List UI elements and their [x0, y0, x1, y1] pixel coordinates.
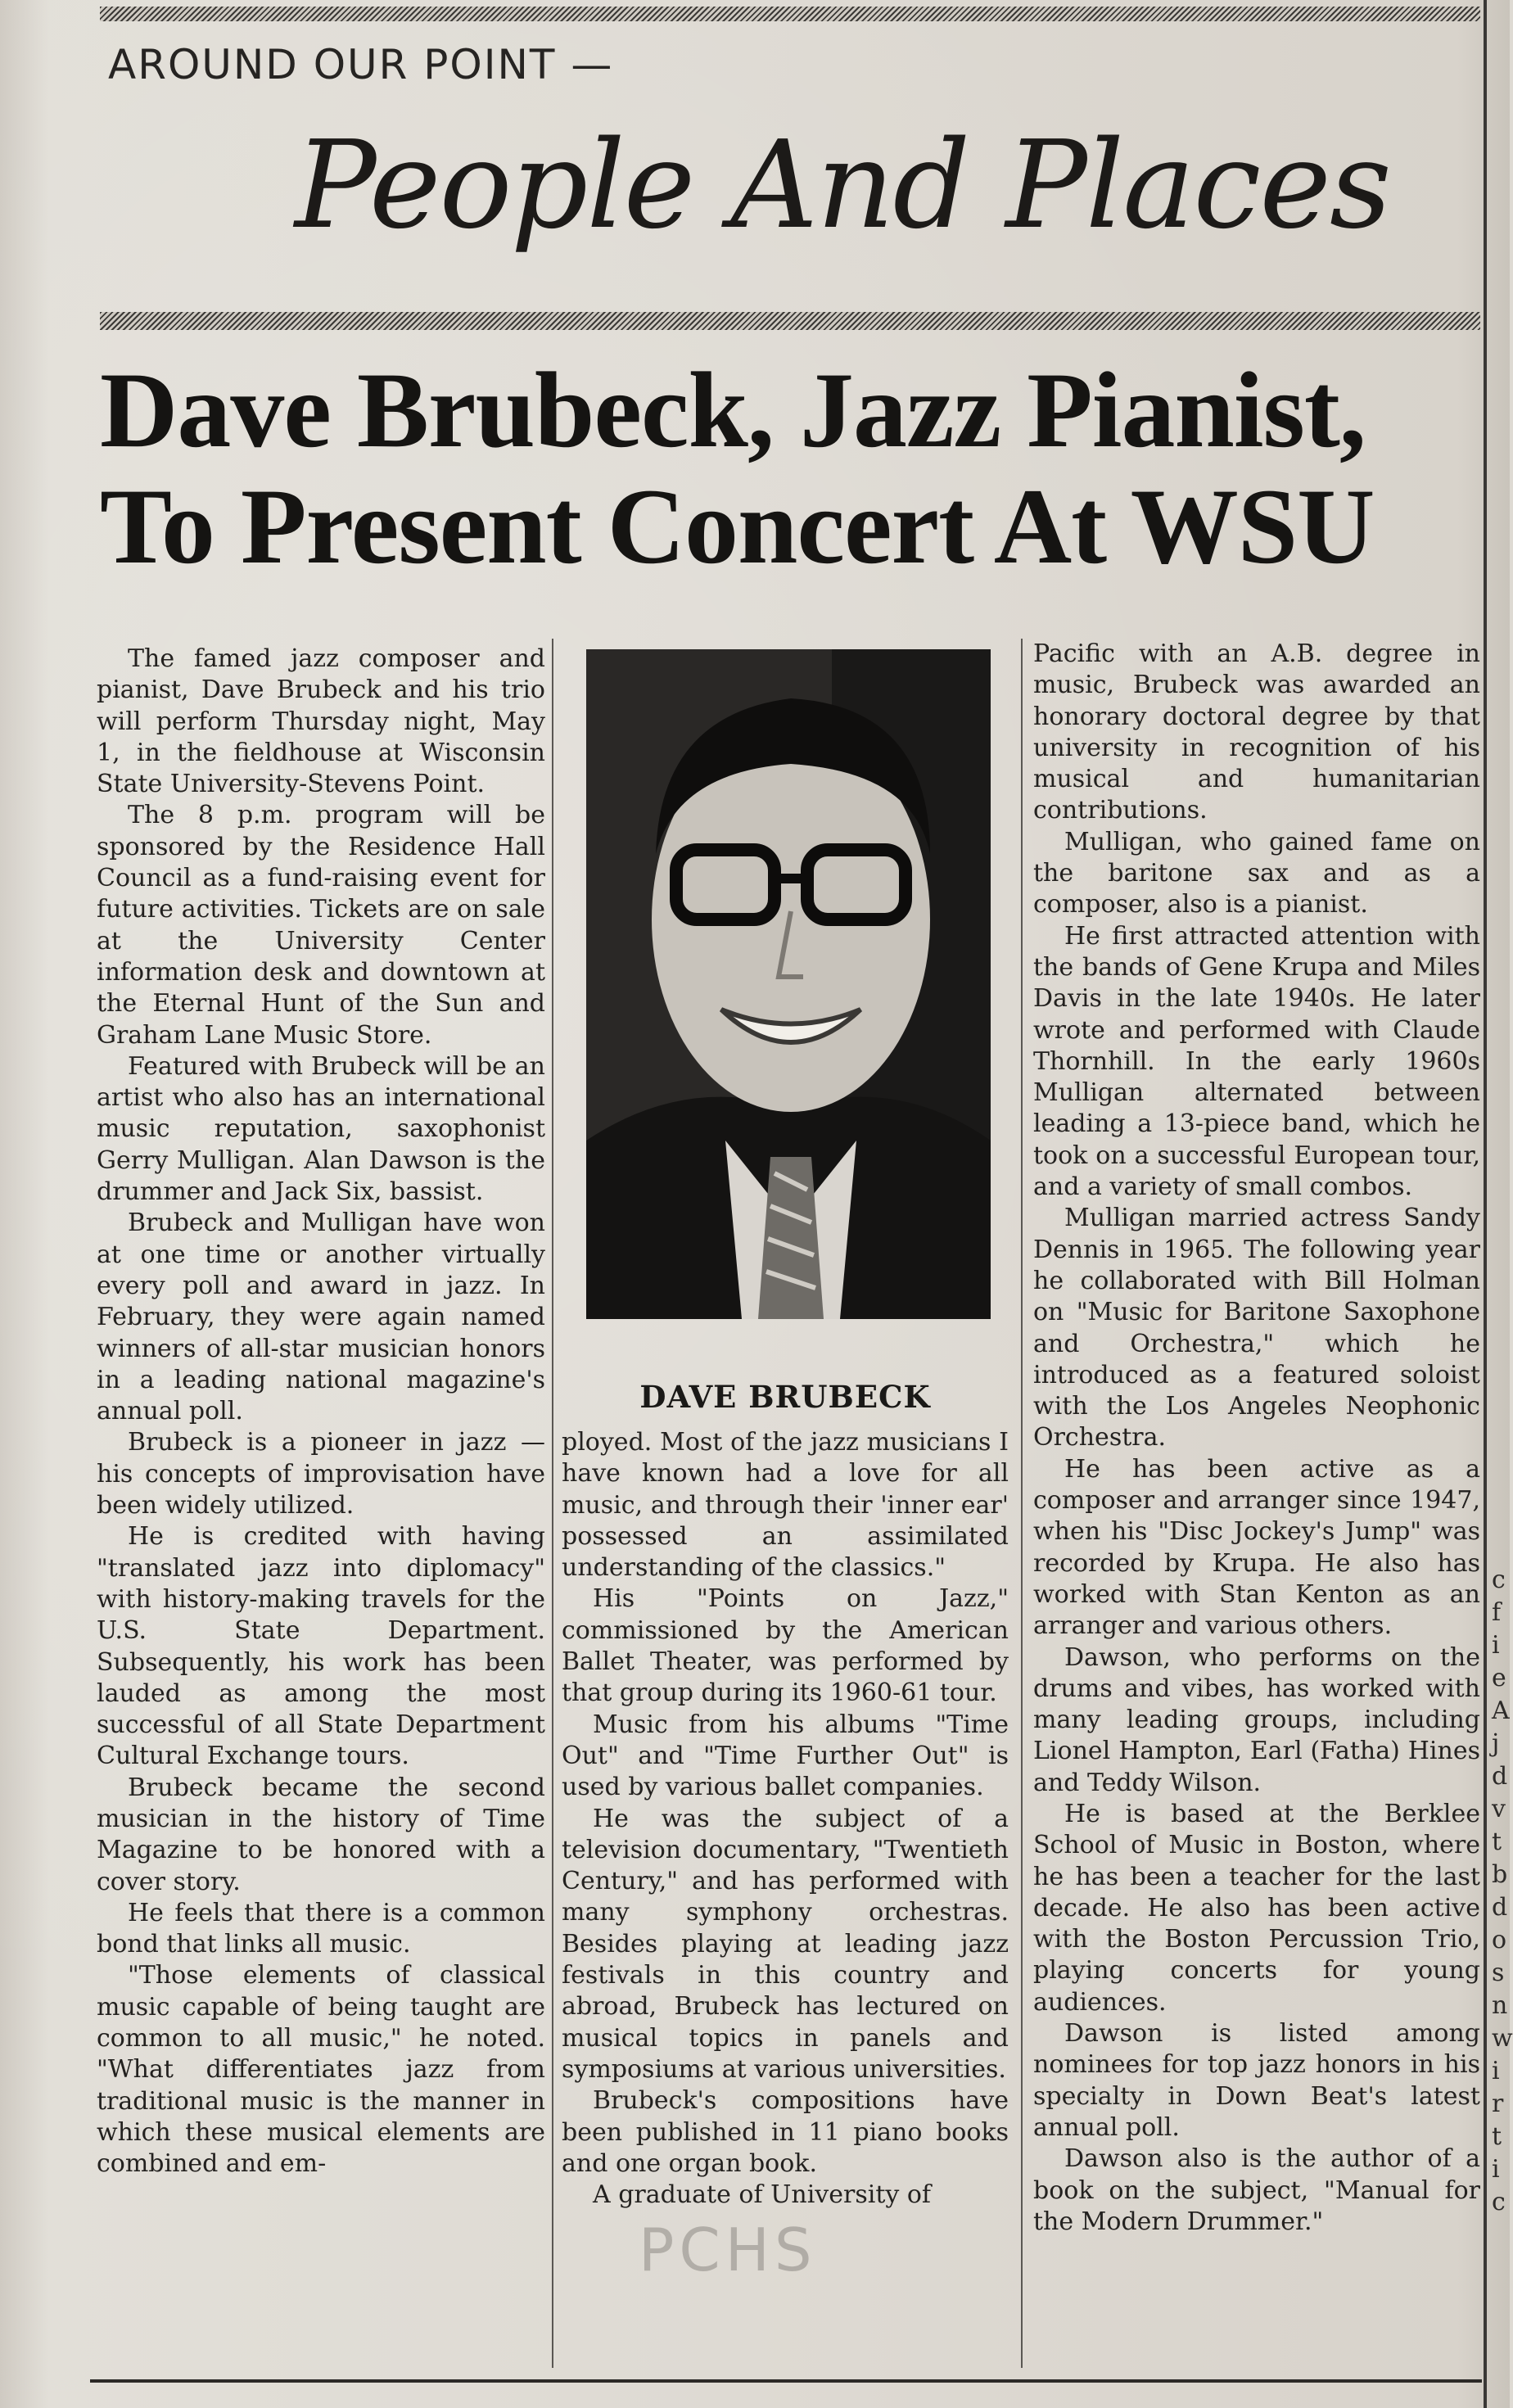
- paragraph: The 8 p.m. program will be sponsored by the Residence Hall Council as a fund-raising event for future activities. Tickets are on sale at the University Center information desk and downtown at the Eternal Hunt of the Sun and Graham Lane Music Store.: [97, 801, 545, 1050]
- paragraph: "Those elements of classical music capable of being taught are common to all music," he noted. "What differentiates jazz from traditional music is the manner in which these musical elements are combined and em-: [97, 1961, 545, 2179]
- column-divider: [552, 639, 553, 2368]
- portrait-image: [586, 649, 991, 1319]
- top-hatched-rule: [100, 7, 1480, 21]
- adjacent-column-fragment: c f i e A j d v t b d o s n w i r t i c: [1492, 1565, 1513, 2216]
- paragraph: He first attracted attention with the bands of Gene Krupa and Miles Davis in the late 1940s. He later wrote and performed with Claude Thornhill. In the early 1960s Mulligan alternated between leading a 13-piece band, which he took on a successful European tour, and a variety of small combos.: [1033, 921, 1480, 1202]
- paragraph: Brubeck is a pioneer in jazz — his concepts of improvisation have been widely utilized.: [97, 1428, 545, 1520]
- paragraph: A graduate of University of: [593, 2180, 932, 2210]
- paragraph: He is credited with having "translated jazz into diplomacy" with history-making travels for the U.S. State Department. Subsequently, his work has been lauded as among the most successful of all State Department Cultural Exchange tours.: [97, 1522, 545, 1771]
- paragraph: He is based at the Berklee School of Music in Boston, where he has been a teacher for the last decade. He also has been active with the Boston Percussion Trio, playing concerts for young audiences.: [1033, 1799, 1480, 2017]
- right-border-rule: [1484, 0, 1487, 2408]
- headline: [100, 352, 1484, 585]
- paragraph-continuation: ployed. Most of the jazz musicians I have known had a love for all music, and through their 'inner ear' possessed an assimilated understanding of the classics.": [562, 1428, 1009, 1583]
- headline-line-1: Dave Brubeck, Jazz Pianist,: [100, 350, 1366, 470]
- paragraph: He has been active as a composer and arranger since 1947, when his "Disc Jockey's Jump" was recorded by Krupa. He also has worked with Stan Kenton as an arranger and various others.: [1033, 1454, 1480, 1641]
- section-title: People And Places: [295, 115, 1390, 255]
- column-kicker: AROUND OUR POINT —: [108, 41, 614, 88]
- paragraph: Brubeck's compositions have been published in 11 piano books and one organ book.: [562, 2086, 1009, 2178]
- paragraph: Featured with Brubeck will be an artist who also has an international music reputation, saxophonist Gerry Mulligan. Alan Dawson is the drummer and Jack Six, bassist.: [97, 1051, 545, 1207]
- photo-caption: DAVE BRUBECK: [639, 1379, 931, 1415]
- paragraph: Brubeck and Mulligan have won at one time or another virtually every poll and award in jazz. In February, they were again named winners of all-star musician honors in a leading national magazine's annual poll.: [97, 1209, 545, 1426]
- article-column-2: [562, 1427, 1009, 2211]
- paragraph: The famed jazz composer and pianist, Dave Brubeck and his trio will perform Thursday night, May 1, in the fieldhouse at Wisconsin State University-Stevens Point.: [97, 644, 545, 799]
- paragraph: Dawson is listed among nominees for top jazz honors in his specialty in Down Beat's latest annual poll.: [1033, 2019, 1480, 2142]
- paragraph: He was the subject of a television documentary, "Twentieth Century," and has performed with many symphony orchestras. Besides playing at leading jazz festivals in this country and abroad, Brubeck has lectured on musical topics in panels and symposiums at various universities.: [562, 1804, 1009, 2084]
- headline-line-2: To Present Concert At WSU: [100, 466, 1375, 586]
- paragraph: Dawson, who performs on the drums and vibes, has worked with many leading groups, including Lionel Hampton, Earl (Fatha) Hines and Teddy Wilson.: [1033, 1642, 1480, 1797]
- article-column-1: [97, 644, 545, 2180]
- bottom-rule: [90, 2379, 1482, 2383]
- column-divider: [1021, 639, 1023, 2368]
- paragraph-continuation: Pacific with an A.B. degree in music, Brubeck was awarded an honorary doctoral degree by that university in recognition of his musical and humanitarian contributions.: [1033, 639, 1480, 825]
- article-column-3: [1033, 639, 1480, 2238]
- paragraph: His "Points on Jazz," commissioned by the American Ballet Theater, was performed by that group during its 1960-61 tour.: [562, 1584, 1009, 1708]
- paragraph: Music from his albums "Time Out" and "Time Further Out" is used by various ballet companies.: [562, 1710, 1009, 1802]
- brubeck-photo: [586, 649, 991, 1319]
- middle-hatched-rule: [100, 312, 1480, 330]
- archive-watermark: PCHS: [639, 2216, 817, 2284]
- paragraph: Dawson also is the author of a book on the subject, "Manual for the Modern Drummer.": [1033, 2144, 1480, 2236]
- paragraph: He feels that there is a common bond that links all music.: [97, 1898, 545, 1959]
- paragraph: Brubeck became the second musician in the history of Time Magazine to be honored with a cover story.: [97, 1773, 545, 1896]
- paragraph: Mulligan married actress Sandy Dennis in 1965. The following year he collaborated with Bill Holman on "Music for Baritone Saxophone and Orchestra," which he introduced as a featured soloist with the Los Angeles Neophonic Orchestra.: [1033, 1204, 1480, 1452]
- paragraph: Mulligan, who gained fame on the baritone sax and as a composer, also is a pianist.: [1033, 827, 1480, 919]
